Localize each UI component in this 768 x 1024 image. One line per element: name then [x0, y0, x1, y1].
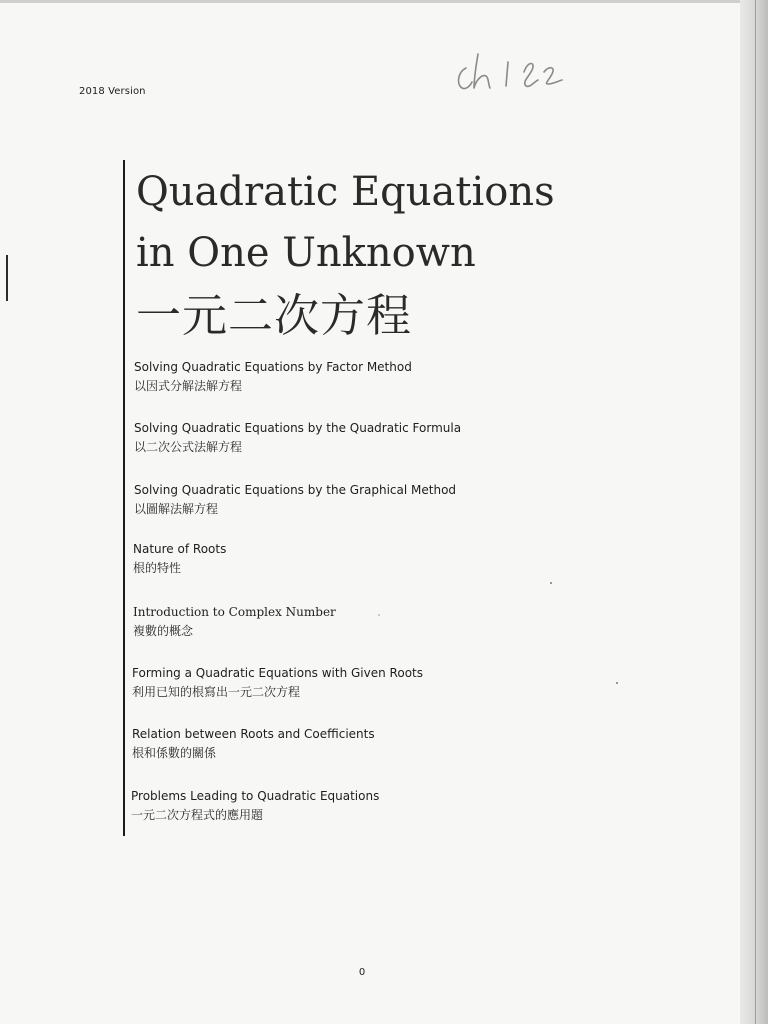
- list-item: [131, 786, 379, 824]
- topic-english: Problems Leading to Quadratic Equations: [131, 789, 380, 803]
- topic-english: Solving Quadratic Equations by the Quadratic Formula: [134, 421, 462, 435]
- scan-speck: [550, 582, 552, 584]
- scan-top-edge: [0, 0, 768, 3]
- list-item: [133, 602, 336, 640]
- title-block: [136, 162, 576, 344]
- scan-right-edge: [740, 0, 768, 1024]
- topic-english: Introduction to Complex Number: [133, 605, 336, 619]
- topic-chinese: 根和係數的關係: [132, 746, 217, 760]
- scan-left-mark: [6, 255, 8, 301]
- list-item: [132, 663, 423, 701]
- topic-chinese: 根的特性: [133, 561, 182, 575]
- title-vertical-rule: [123, 160, 125, 836]
- version-label: 2018 Version: [79, 86, 146, 97]
- topic-chinese: 利用已知的根寫出一元二次方程: [132, 685, 301, 699]
- scan-speck: [378, 614, 380, 616]
- list-item: [132, 724, 375, 762]
- list-item: [134, 418, 461, 456]
- topic-english: Solving Quadratic Equations by Factor Method: [134, 360, 412, 374]
- title-line-2: in One Unknown: [136, 230, 476, 276]
- title-chinese: 一元二次方程: [136, 289, 413, 342]
- topic-chinese: 以圖解法解方程: [134, 502, 219, 516]
- scan-speck: [616, 682, 618, 684]
- page-number: 0: [358, 967, 366, 978]
- scan-page-edge-line: [755, 0, 756, 1024]
- list-item: [134, 480, 456, 518]
- topic-chinese: 以因式分解法解方程: [134, 379, 243, 393]
- topic-english: Nature of Roots: [133, 542, 227, 556]
- list-item: [134, 357, 412, 395]
- list-item: [133, 539, 226, 577]
- topic-chinese: 一元二次方程式的應用題: [131, 808, 264, 822]
- handwritten-note-icon: [452, 42, 572, 96]
- topic-english: Forming a Quadratic Equations with Given Roots: [132, 666, 423, 680]
- topic-chinese: 以二次公式法解方程: [134, 440, 243, 454]
- topic-english: Solving Quadratic Equations by the Graphical Method: [134, 483, 457, 497]
- topic-english: Relation between Roots and Coefficients: [132, 727, 375, 741]
- topic-chinese: 複數的概念: [133, 624, 194, 638]
- title-line-1: Quadratic Equations: [136, 169, 555, 215]
